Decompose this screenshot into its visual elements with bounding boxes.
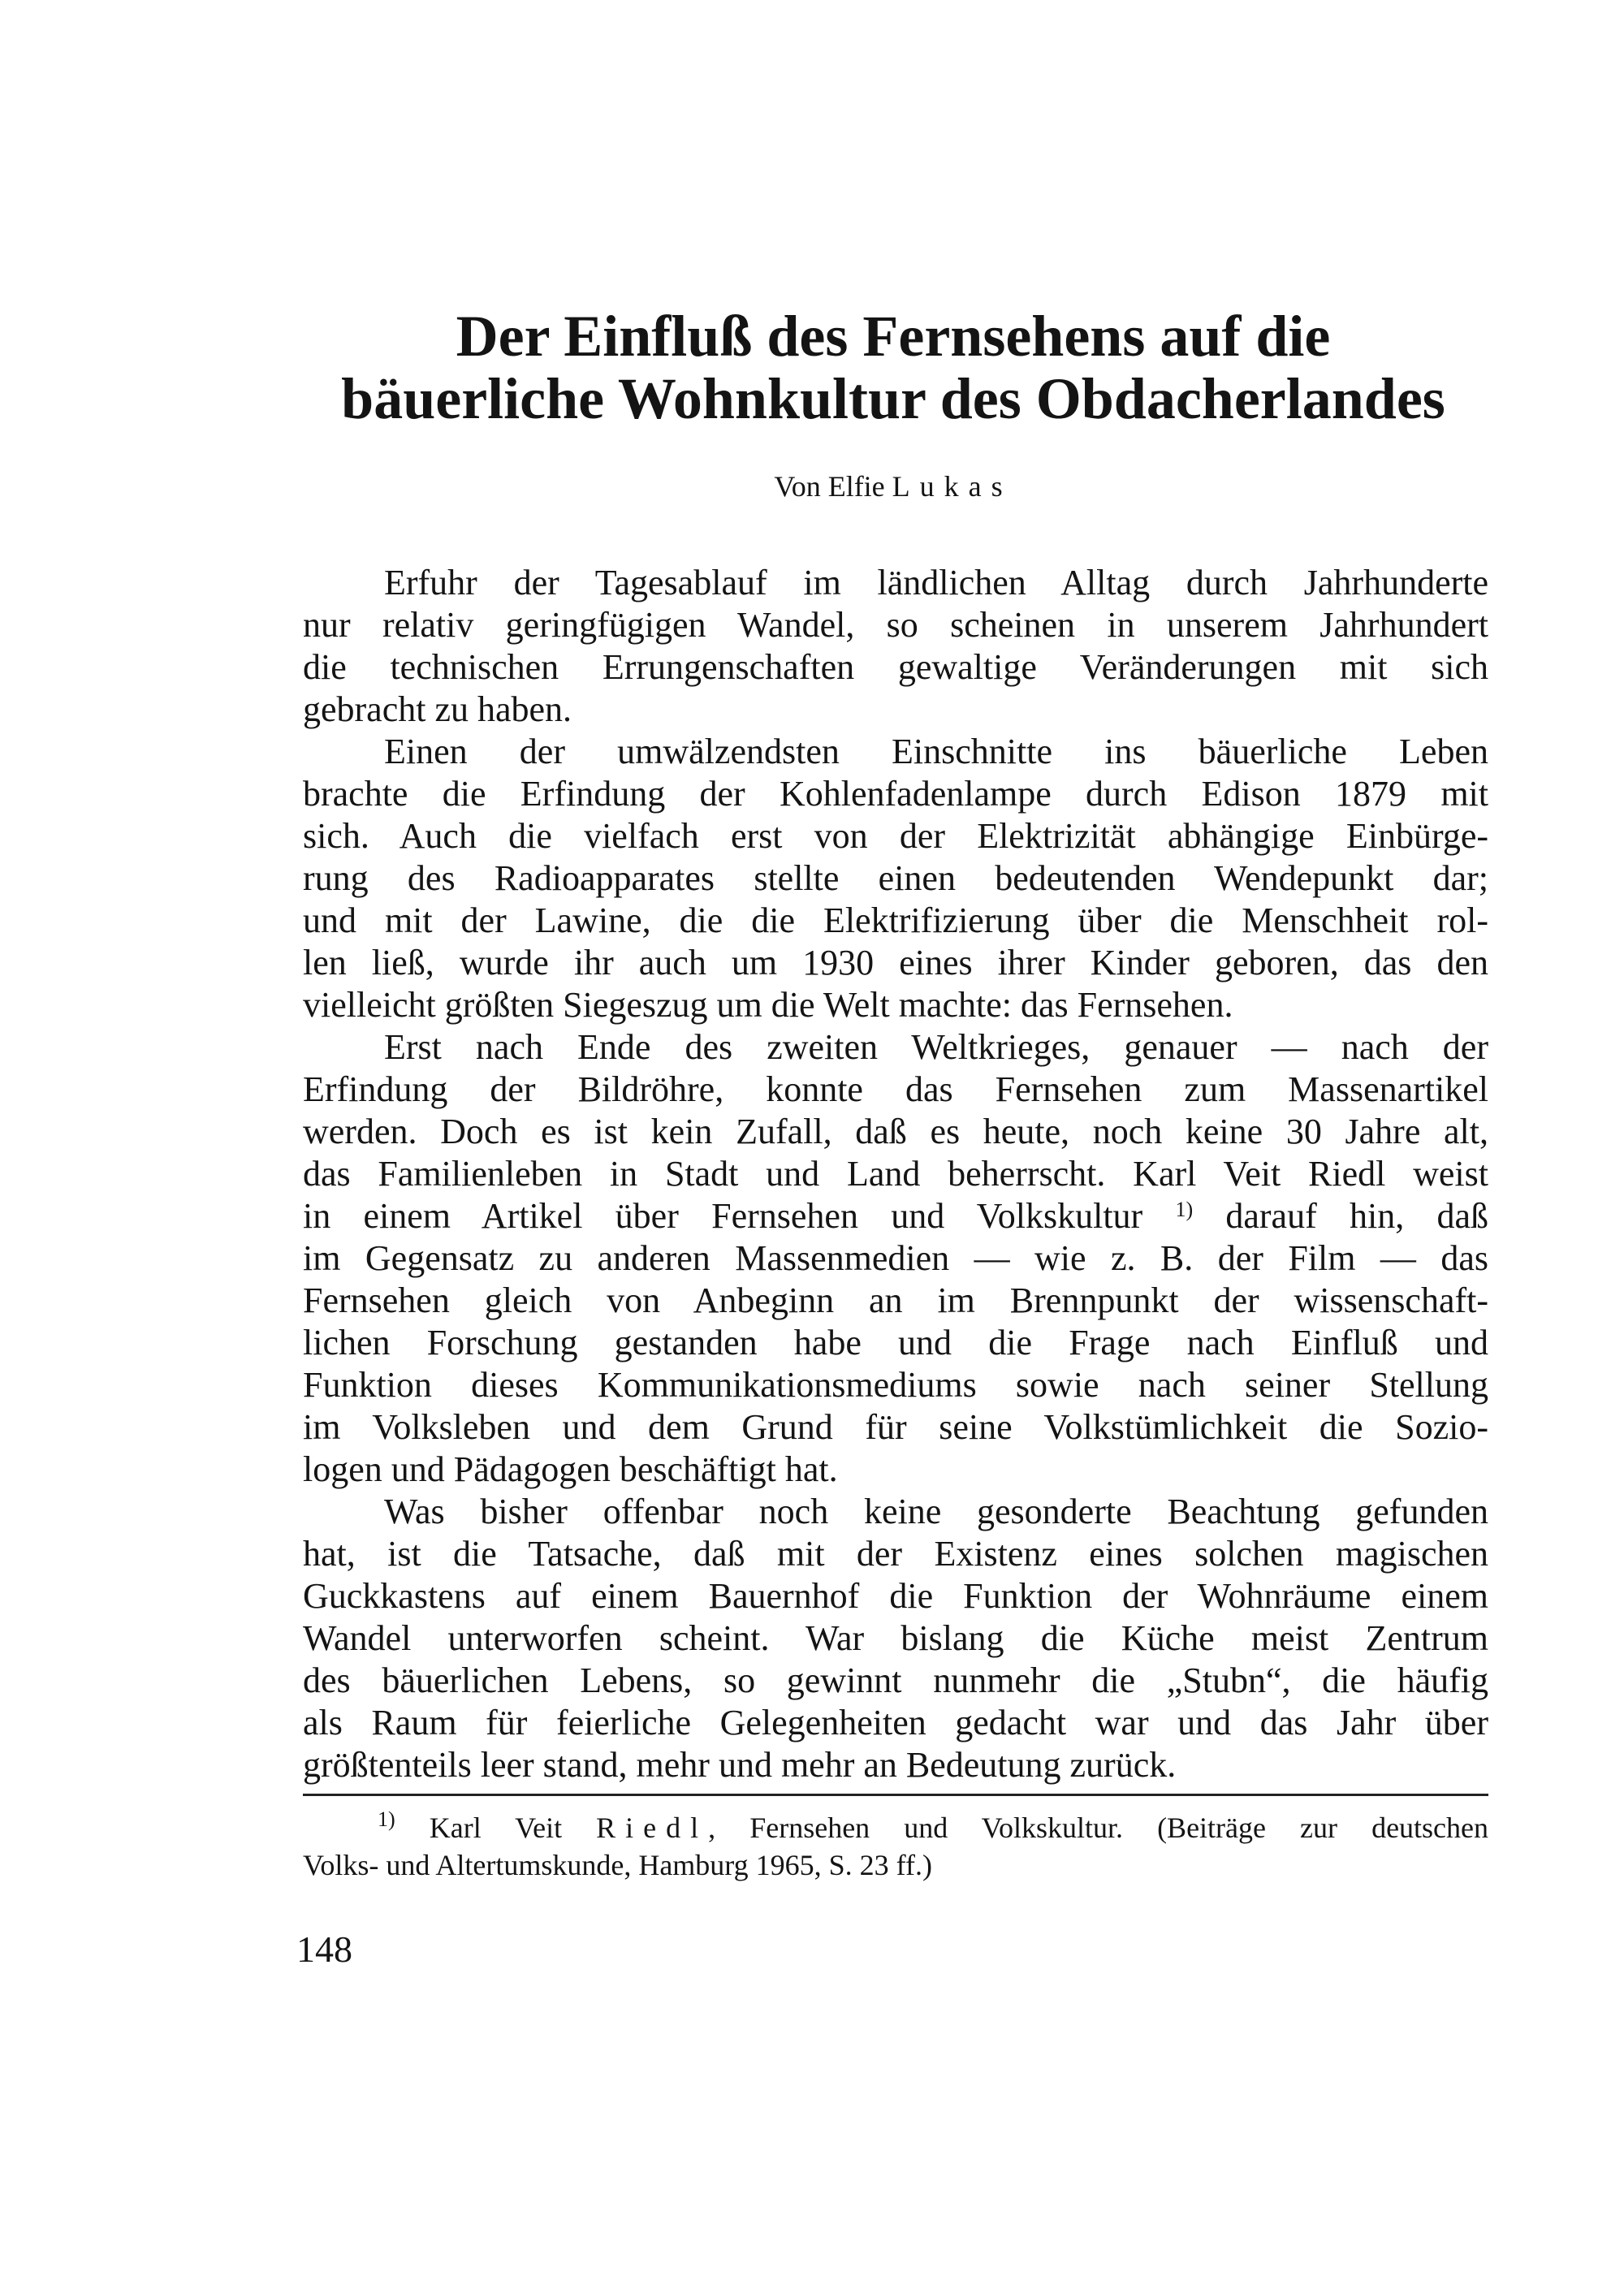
- text-line: Fernsehen gleich von Anbeginn an im Brennpunkt der wissenschaft-: [303, 1280, 1488, 1320]
- text-line: größtenteils leer stand, mehr und mehr an Bedeutung zurück.: [303, 1745, 1177, 1785]
- text-line: rung des Radioapparates stellte einen bedeutenden Wendepunkt dar;: [303, 858, 1488, 898]
- text-line: das Familienleben in Stadt und Land beherrscht. Karl Veit Riedl weist: [303, 1154, 1488, 1194]
- footnote-line-1: [303, 1809, 1488, 1846]
- article-title: [244, 305, 1543, 430]
- text-line: nur relativ geringfügigen Wandel, so scheinen in unserem Jahrhundert: [303, 605, 1488, 645]
- author-prefix: Von Elfie: [774, 470, 885, 503]
- author-name: Lukas: [892, 470, 1013, 503]
- text-line: sich. Auch die vielfach erst von der Elektrizität abhängige Einbürge-: [303, 816, 1488, 856]
- text-line: Erst nach Ende des zweiten Weltkrieges, genauer — nach der: [384, 1027, 1488, 1067]
- page-number: 148: [296, 1928, 352, 1970]
- footnote-divider: [303, 1794, 1488, 1796]
- text-line: vielleicht größten Siegeszug um die Welt machte: das Fernsehen.: [303, 985, 1233, 1025]
- footnote-line-2: Volks- und Altertumskunde, Hamburg 1965, S. 23 ff.): [303, 1849, 932, 1881]
- text-line: Guckkastens auf einem Bauernhof die Funktion der Wohnräume einem: [303, 1576, 1488, 1616]
- text-line: im Volksleben und dem Grund für seine Volkstümlichkeit die Sozio-: [303, 1407, 1488, 1447]
- text-line: die technischen Errungenschaften gewaltige Veränderungen mit sich: [303, 647, 1488, 687]
- text-line: brachte die Erfindung der Kohlenfadenlampe durch Edison 1879 mit: [303, 774, 1488, 814]
- footnote-author-surname: Riedl: [596, 1812, 709, 1844]
- title-line-1: Der Einfluß des Fernsehens auf die: [456, 304, 1331, 369]
- footnote-reference[interactable]: 1): [1175, 1198, 1194, 1221]
- text-line: hat, ist die Tatsache, daß mit der Existenz eines solchen magischen: [303, 1534, 1488, 1574]
- text-line: des bäuerlichen Lebens, so gewinnt nunmehr die „Stubn“, die häufig: [303, 1660, 1488, 1700]
- text-line: Funktion dieses Kommunikationsmediums sowie nach seiner Stellung: [303, 1365, 1488, 1405]
- title-line-2: bäuerliche Wohnkultur des Obdacherlandes: [341, 366, 1445, 431]
- text-line: im Gegensatz zu anderen Massenmedien — wie z. B. der Film — das: [303, 1238, 1488, 1278]
- text-line: und mit der Lawine, die die Elektrifizierung über die Menschheit rol-: [303, 900, 1488, 940]
- footnote: [303, 1809, 1488, 1884]
- text-line: gebracht zu haben.: [303, 689, 572, 729]
- footnote-title: , Fernsehen und Volkskultur. (Beiträge zur deutschen: [708, 1812, 1489, 1844]
- text-segment: darauf hin, daß: [1225, 1196, 1488, 1236]
- text-line: [303, 1195, 1488, 1237]
- text-line: Erfuhr der Tagesablauf im ländlichen Alltag durch Jahrhunderte: [384, 563, 1488, 602]
- text-line: lichen Forschung gestanden habe und die Frage nach Einfluß und: [303, 1323, 1488, 1362]
- article-body: [303, 562, 1488, 1786]
- footnote-marker: 1): [378, 1807, 395, 1831]
- text-line: Wandel unterworfen scheint. War bislang die Küche meist Zentrum: [303, 1618, 1488, 1658]
- footnote-author: Karl Veit: [429, 1812, 563, 1844]
- text-line: Einen der umwälzendsten Einschnitte ins bäuerliche Leben: [384, 732, 1488, 771]
- text-line: als Raum für feierliche Gelegenheiten gedacht war und das Jahr über: [303, 1703, 1488, 1742]
- text-line: werden. Doch es ist kein Zufall, daß es heute, noch keine 30 Jahre alt,: [303, 1112, 1488, 1151]
- text-line: Erfindung der Bildröhre, konnte das Fernsehen zum Massenartikel: [303, 1069, 1488, 1109]
- text-line: Was bisher offenbar noch keine gesonderte Beachtung gefunden: [384, 1492, 1488, 1531]
- author-byline: [244, 469, 1543, 503]
- text-line: len ließ, wurde ihr auch um 1930 eines ihrer Kinder geboren, das den: [303, 943, 1488, 982]
- text-line: logen und Pädagogen beschäftigt hat.: [303, 1449, 838, 1489]
- text-segment: in einem Artikel über Fernsehen und Volkskultur: [303, 1196, 1143, 1236]
